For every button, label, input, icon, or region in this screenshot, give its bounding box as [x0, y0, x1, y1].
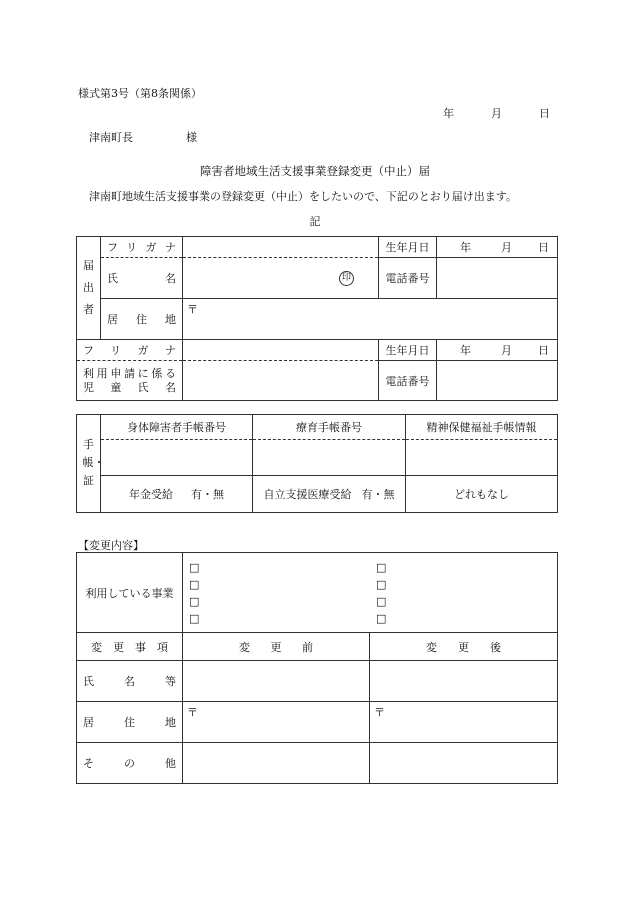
pension-cell[interactable]: 年金受給 有・無: [101, 476, 253, 513]
change-item-header: 変更事項: [77, 633, 183, 661]
service-checkbox[interactable]: □: [189, 560, 200, 574]
handbook-col2-header: 療育手帳番号: [253, 415, 406, 440]
service-checkbox[interactable]: □: [376, 611, 387, 625]
form-number: 様式第3号（第8条関係）: [78, 87, 202, 100]
change-row-label: その他: [77, 743, 183, 784]
child-furigana-field[interactable]: [183, 340, 379, 361]
child-birth-field[interactable]: 年 月 日: [437, 340, 558, 361]
child-furigana-label: フリガナ: [77, 340, 183, 361]
date-month: 月: [491, 107, 502, 120]
changes-section-title: 【変更内容】: [78, 539, 144, 552]
services-checkboxes-right: [370, 559, 557, 627]
handbook-group-label: 手帳・証: [77, 415, 101, 513]
change-after-field[interactable]: [370, 702, 558, 743]
change-after-field[interactable]: [370, 743, 558, 784]
handbook-col3-field[interactable]: [406, 440, 558, 476]
services-label: 利用している事業: [77, 553, 183, 633]
handbook-col3-header: 精神保健福祉手帳情報: [406, 415, 558, 440]
service-checkbox[interactable]: □: [189, 611, 200, 625]
change-before-field[interactable]: [183, 661, 370, 702]
addressee: [89, 129, 197, 145]
applicant-phone-field[interactable]: [437, 258, 558, 299]
applicant-birth-field[interactable]: 年 月 日: [437, 237, 558, 258]
changes-table: [76, 552, 558, 784]
child-birth-label: 生年月日: [379, 340, 437, 361]
service-checkbox[interactable]: □: [376, 594, 387, 608]
change-before-header: 変更前: [183, 633, 370, 661]
change-after-header: 変更後: [370, 633, 558, 661]
date-year: 年: [443, 107, 454, 120]
child-name-label: 利用申請に係る 児童氏名: [77, 361, 183, 401]
medical-cell[interactable]: 自立支援医療受給 有・無: [253, 476, 406, 513]
services-field: [183, 553, 558, 633]
change-after-field[interactable]: [370, 661, 558, 702]
child-name-field[interactable]: [183, 361, 379, 401]
addressee-office: 津南町長: [89, 131, 133, 144]
change-before-field[interactable]: [183, 743, 370, 784]
none-cell[interactable]: どれもなし: [406, 476, 558, 513]
child-phone-field[interactable]: [437, 361, 558, 401]
applicant-phone-label: 電話番号: [379, 258, 437, 299]
child-phone-label: 電話番号: [379, 361, 437, 401]
service-checkbox[interactable]: □: [189, 577, 200, 591]
handbook-col1-field[interactable]: [101, 440, 253, 476]
applicant-furigana-field[interactable]: [183, 237, 379, 258]
postal-mark: 〒: [187, 303, 198, 316]
applicant-furigana-label: フリガナ: [101, 237, 183, 258]
handbook-col2-field[interactable]: [253, 440, 406, 476]
date-line: [443, 105, 550, 121]
handbook-table: [76, 414, 558, 513]
seal-mark: 印: [339, 271, 354, 286]
change-row-label: 氏名等: [77, 661, 183, 702]
service-checkbox[interactable]: □: [189, 594, 200, 608]
applicant-group-label: 届出者: [77, 237, 101, 340]
child-table: [76, 339, 558, 401]
document-title: 障害者地域生活支援事業登録変更（中止）届: [200, 164, 430, 178]
applicant-name-field[interactable]: [183, 258, 379, 299]
change-row-label: 居住地: [77, 702, 183, 743]
ki-label: 記: [309, 215, 321, 228]
addressee-honorific: 様: [186, 131, 197, 144]
applicant-address-label: 居住地: [101, 299, 183, 340]
handbook-col1-header: 身体障害者手帳番号: [101, 415, 253, 440]
service-checkbox[interactable]: □: [376, 560, 387, 574]
applicant-name-label: 氏名: [101, 258, 183, 299]
services-checkboxes-left: [183, 559, 370, 627]
service-checkbox[interactable]: □: [376, 577, 387, 591]
postal-mark: 〒: [374, 706, 385, 719]
applicant-address-field[interactable]: [183, 299, 558, 340]
date-day: 日: [539, 107, 550, 120]
postal-mark: 〒: [187, 706, 198, 719]
applicant-birth-label: 生年月日: [379, 237, 437, 258]
applicant-table: [76, 236, 558, 340]
intro-text: 津南町地域生活支援事業の登録変更（中止）をしたいので、下記のとおり届け出ます。: [89, 190, 517, 203]
change-before-field[interactable]: [183, 702, 370, 743]
